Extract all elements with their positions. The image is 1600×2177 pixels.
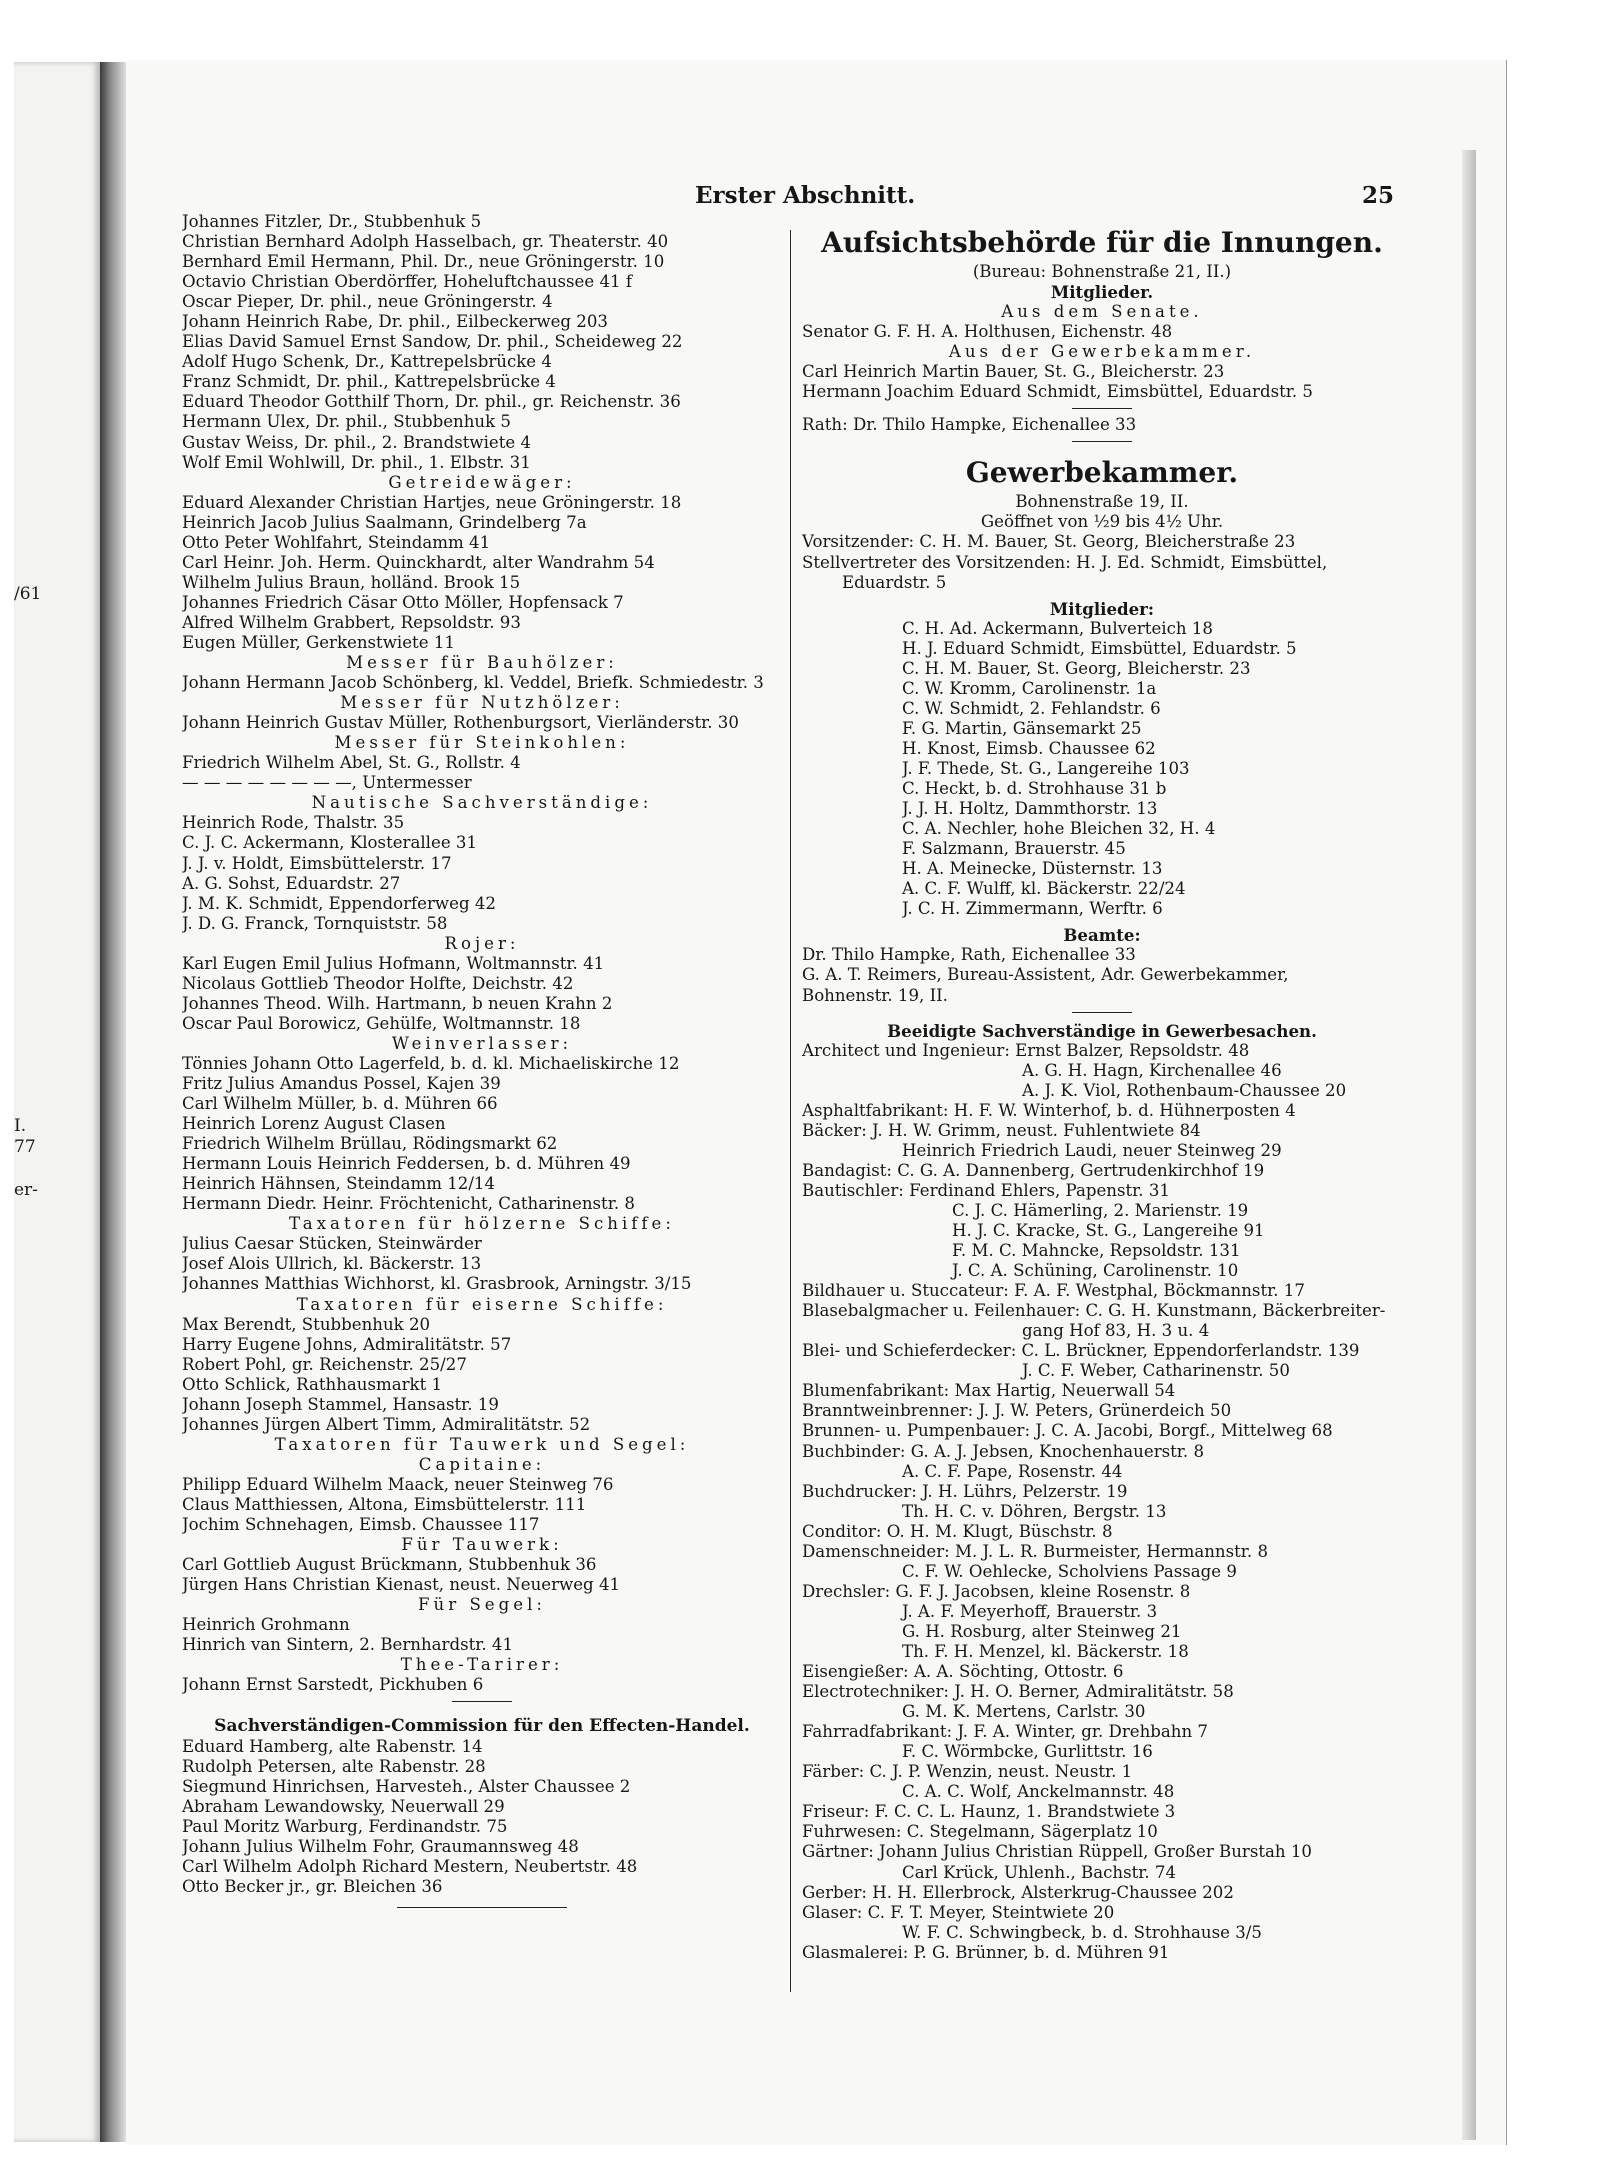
entries-group	[182, 212, 782, 473]
entry-line: Nicolaus Gottlieb Theodor Holfte, Deichstr. 42	[182, 973, 574, 993]
trade-entry: Bildhauer u. Stuccateur: F. A. F. Westphal, Böckmannstr. 17	[802, 1281, 1305, 1301]
trade-entry: J. C. F. Weber, Catharinenstr. 50	[1022, 1361, 1290, 1381]
entries-group	[802, 619, 1402, 920]
section-heading: Weinverlasser:	[391, 1033, 573, 1053]
trade-entry: Branntweinbrenner: J. J. W. Peters, Grünerdeich 50	[802, 1401, 1232, 1421]
trade-entry: Conditor: O. H. M. Klugt, Büschstr. 8	[802, 1521, 1113, 1541]
rule	[397, 1907, 567, 1908]
entry-line: C. W. Schmidt, 2. Fehlandstr. 6	[902, 698, 1161, 718]
entry-line: J. J. H. Holtz, Dammthorstr. 13	[902, 799, 1158, 819]
prev-page-fragment: er-	[14, 1180, 38, 1200]
entry-line: C. H. Ad. Ackermann, Bulverteich 18	[902, 618, 1213, 638]
entry-line: Johannes Matthias Wichhorst, kl. Grasbrook, Arningstr. 3/15	[182, 1274, 692, 1294]
entries-group	[182, 1054, 782, 1214]
page-edge	[1462, 150, 1476, 2140]
section-heading: Getreidewäger:	[388, 472, 576, 492]
left-column	[182, 212, 782, 1914]
trade-entry: gang Hof 83, H. 3 u. 4	[1022, 1321, 1210, 1341]
section-heading: Rojer:	[444, 933, 520, 953]
trade-entry: Eisengießer: A. A. Söchting, Ottostr. 6	[802, 1662, 1124, 1682]
trade-entry: C. A. C. Wolf, Anckelmannstr. 48	[902, 1782, 1175, 1802]
trade-entry: F. M. C. Mahncke, Repsoldstr. 131	[952, 1241, 1241, 1261]
entry-line: Johann Hermann Jacob Schönberg, kl. Veddel, Briefk. Schmiedestr. 3	[182, 673, 764, 693]
entry-line: Otto Becker jr., gr. Bleichen 36	[182, 1876, 443, 1896]
entry-line: Franz Schmidt, Dr. phil., Kattrepelsbrücke 4	[182, 372, 556, 392]
entry-line: Elias David Samuel Ernst Sandow, Dr. phil., Scheideweg 22	[182, 332, 683, 352]
entry-line: F. G. Martin, Gänsemarkt 25	[902, 718, 1142, 738]
trade-entry: Glaser: C. F. T. Meyer, Steintwiete 20	[802, 1902, 1115, 1922]
entry-line: C. A. Nechler, hohe Bleichen 32, H. 4	[902, 819, 1216, 839]
subheading: Aus der Gewerbekammer.	[948, 342, 1256, 362]
entry-line: J. C. H. Zimmermann, Werftr. 6	[902, 899, 1163, 919]
trade-entry: J. C. A. Schüning, Carolinenstr. 10	[952, 1261, 1239, 1281]
trade-entry: J. A. F. Meyerhoff, Brauerstr. 3	[902, 1601, 1158, 1621]
trade-entry: Gerber: H. H. Ellerbrock, Alsterkrug-Chaussee 202	[802, 1882, 1234, 1902]
trade-entry: Brunnen- u. Pumpenbauer: J. C. A. Jacobi, Borgf., Mittelweg 68	[802, 1421, 1333, 1441]
trade-entry: Carl Krück, Uhlenh., Bachstr. 74	[902, 1862, 1177, 1882]
trade-entry: Buchbinder: G. A. J. Jebsen, Knochenhauerstr. 8	[802, 1441, 1205, 1461]
entry-line: Johannes Fitzler, Dr., Stubbenhuk 5	[182, 212, 482, 231]
subheading: Beamte:	[1063, 925, 1141, 946]
entry-line: C. H. M. Bauer, St. Georg, Bleicherstr. 23	[902, 658, 1251, 678]
trade-entry: A. C. F. Pape, Rosenstr. 44	[902, 1461, 1123, 1481]
trade-entry: Th. H. C. v. Döhren, Bergstr. 13	[902, 1501, 1167, 1521]
entries-group	[182, 493, 782, 653]
section-title: Sachverständigen-Commission für den Effecten-Handel.	[214, 1716, 750, 1737]
trade-entry: G. H. Rosburg, alter Steinweg 21	[902, 1621, 1182, 1641]
trade-entry: Blei- und Schieferdecker: C. L. Brückner, Eppendorferlandstr. 139	[802, 1341, 1360, 1361]
trade-entry: Fuhrwesen: C. Stegelmann, Sägerplatz 10	[802, 1822, 1158, 1842]
entry-line: Wilhelm Julius Braun, holländ. Brook 15	[182, 572, 521, 592]
section-heading: Messer für Nutzhölzer:	[340, 693, 624, 713]
entry-line: Friedrich Wilhelm Abel, St. G., Rollstr. 4	[182, 753, 521, 773]
entry-line: Dr. Thilo Hampke, Rath, Eichenallee 33	[802, 945, 1136, 965]
trade-entry: H. J. C. Kracke, St. G., Langereihe 91	[952, 1221, 1265, 1241]
section-heading: Taxatoren für hölzerne Schiffe:	[289, 1214, 675, 1234]
trade-entry: Th. F. H. Menzel, kl. Bäckerstr. 18	[902, 1642, 1189, 1661]
entry-line: Fritz Julius Amandus Possel, Kajen 39	[182, 1074, 501, 1094]
entry-line: Bernhard Emil Hermann, Phil. Dr., neue Gröningerstr. 10	[182, 252, 665, 272]
entry-line: Oscar Paul Borowicz, Gehülfe, Woltmannstr. 18	[182, 1013, 581, 1033]
rule	[452, 1701, 512, 1702]
entry-line: Carl Heinrich Martin Bauer, St. G., Bleicherstr. 23	[802, 362, 1225, 382]
entry-line: Oscar Pieper, Dr. phil., neue Gröningerstr. 4	[182, 292, 553, 312]
trade-entry: Heinrich Friedrich Laudi, neuer Steinweg 29	[902, 1140, 1282, 1160]
trade-entry: Buchdrucker: J. H. Lührs, Pelzerstr. 19	[802, 1481, 1128, 1501]
entry-line: H. A. Meinecke, Düsternstr. 13	[902, 859, 1163, 879]
entry-line: Johann Julius Wilhelm Fohr, Graumannsweg 48	[182, 1836, 579, 1856]
entry-line: Johann Joseph Stammel, Hansastr. 19	[182, 1394, 499, 1414]
entry-line: H. Knost, Eimsb. Chaussee 62	[902, 738, 1156, 758]
entry-line: Rudolph Petersen, alte Rabenstr. 28	[182, 1756, 486, 1776]
entries-group	[802, 945, 1402, 1005]
section-heading: Capitaine:	[418, 1454, 546, 1474]
entry-line: A. C. F. Wulff, kl. Bäckerstr. 22/24	[902, 879, 1186, 899]
subheading: Mitglieder:	[1049, 598, 1155, 619]
trade-entry: Bandagist: C. G. A. Dannenberg, Gertrudenkirchhof 19	[802, 1160, 1265, 1180]
entry-line: C. J. C. Ackermann, Klosterallee 31	[182, 833, 478, 853]
entry-line: Gustav Weiss, Dr. phil., 2. Brandstwiete 4	[182, 432, 532, 452]
entry-line: G. A. T. Reimers, Bureau-Assistent, Adr. Gewerbekammer,	[802, 965, 1289, 985]
previous-page-edge	[14, 62, 102, 2142]
entry-line: Hermann Louis Heinrich Feddersen, b. d. Mühren 49	[182, 1154, 631, 1174]
trade-entry: A. J. K. Viol, Rothenbaum-Chaussee 20	[1022, 1080, 1347, 1100]
entry-line: Carl Wilhelm Adolph Richard Mestern, Neubertstr. 48	[182, 1856, 638, 1876]
entry-line: Heinrich Jacob Julius Saalmann, Grindelberg 7a	[182, 512, 587, 532]
entry-line: Harry Eugene Johns, Admiralitätstr. 57	[182, 1334, 512, 1354]
entry-line: Julius Caesar Stücken, Steinwärder	[182, 1234, 482, 1254]
trade-entry: Gärtner: Johann Julius Christian Rüppell, Großer Burstah 10	[802, 1842, 1312, 1862]
entry-line: H. J. Eduard Schmidt, Eimsbüttel, Eduardstr. 5	[902, 638, 1297, 658]
entries-group	[802, 362, 1402, 402]
entries-group	[182, 813, 782, 933]
entry-line: Heinrich Hähnsen, Steindamm 12/14	[182, 1174, 496, 1194]
entry-line: Hinrich van Sintern, 2. Bernhardstr. 41	[182, 1635, 514, 1655]
entry-line: Wolf Emil Wohlwill, Dr. phil., 1. Elbstr. 31	[182, 452, 531, 472]
trade-entry: C. J. C. Hämerling, 2. Marienstr. 19	[952, 1200, 1249, 1220]
entry-line: J. M. K. Schmidt, Eppendorferweg 42	[182, 893, 496, 913]
trade-entry: Blumenfabrikant: Max Hartig, Neuerwall 54	[802, 1381, 1176, 1401]
entry-line: Claus Matthiessen, Altona, Eimsbüttelerstr. 111	[182, 1495, 587, 1514]
entry-line: C. Heckt, b. d. Strohhause 31 b	[902, 779, 1167, 799]
entries-group	[182, 1555, 782, 1595]
entry-line: Eugen Müller, Gerkenstwiete 11	[182, 632, 455, 652]
trade-entry: Damenschneider: M. J. L. R. Burmeister, Hermannstr. 8	[802, 1541, 1269, 1561]
section-heading: Messer für Bauhölzer:	[346, 653, 618, 673]
section-heading: Taxatoren für eiserne Schiffe:	[296, 1294, 668, 1314]
subheading: Aus dem Senate.	[1001, 302, 1203, 322]
trade-entry: Glasmalerei: P. G. Brünner, b. d. Mühren 91	[802, 1942, 1170, 1962]
entry-line: Abraham Lewandowsky, Neuerwall 29	[182, 1796, 505, 1816]
entry-line: Christian Bernhard Adolph Hasselbach, gr. Theaterstr. 40	[182, 232, 669, 252]
prev-page-fragment: /61	[14, 584, 42, 604]
book-gutter	[100, 62, 126, 2142]
entry-line: Johann Heinrich Gustav Müller, Rothenburgsort, Vierländerstr. 30	[182, 713, 739, 733]
entry-line: Stellvertreter des Vorsitzenden: H. J. Ed. Schmidt, Eimsbüttel,	[802, 552, 1328, 572]
entry-line: Heinrich Rode, Thalstr. 35	[182, 813, 405, 833]
entry-line: Hermann Diedr. Heinr. Fröchtenicht, Catharinenstr. 8	[182, 1194, 635, 1214]
entry-line: Johannes Jürgen Albert Timm, Admiralitätstr. 52	[182, 1414, 591, 1434]
entry-line: Jürgen Hans Christian Kienast, neust. Neuerweg 41	[182, 1575, 621, 1595]
section-header: Erster Abschnitt.	[695, 182, 916, 209]
entry-line: Siegmund Hinrichsen, Harvestеh., Alster Chaussee 2	[182, 1776, 631, 1796]
section-title: Beeidigte Sachverständige in Gewerbesachen.	[887, 1020, 1317, 1041]
entry-line: J. D. G. Franck, Tornquiststr. 58	[182, 913, 448, 933]
entry-line: Hermann Ulex, Dr. phil., Stubbenhuk 5	[182, 412, 511, 432]
entry-line: Octavio Christian Oberdörffer, Hoheluftchaussee 41 f	[182, 272, 632, 292]
section-heading: Thee-Tarirer:	[400, 1655, 564, 1675]
entry-line: Tönnies Johann Otto Lagerfeld, b. d. kl. Michaeliskirche 12	[182, 1053, 680, 1073]
column-divider	[790, 230, 791, 1992]
page-number: 25	[1362, 182, 1395, 209]
entry-line: Heinrich Lorenz August Clasen	[182, 1114, 446, 1134]
rule	[1072, 1012, 1132, 1013]
entry-line: Rath: Dr. Thilo Hampke, Eichenallee 33	[802, 415, 1137, 435]
trade-entry: Färber: C. J. P. Wenzin, neust. Neustr. 1	[802, 1762, 1133, 1782]
entry-line: J. F. Thede, St. G., Langereihe 103	[902, 758, 1190, 778]
subheading: Mitglieder.	[1050, 282, 1154, 303]
hours-line: Geöffnet von ½9 bis 4½ Uhr.	[980, 512, 1224, 532]
entry-line: Johannes Theod. Wilh. Hartmann, b neuen Krahn 2	[182, 993, 613, 1013]
entry-line: Bohnenstr. 19, II.	[802, 985, 948, 1005]
trade-entry: Architect und Ingenieur: Ernst Balzer, Repsoldstr. 48	[802, 1040, 1250, 1060]
section-heading: Nautische Sachverständige:	[311, 793, 653, 813]
rule	[1072, 408, 1132, 409]
entry-line: Johann Heinrich Rabe, Dr. phil., Eilbeckerweg 203	[182, 312, 608, 332]
prev-page-fragment: I.	[14, 1116, 27, 1136]
entry-line: Paul Moritz Warburg, Ferdinandstr. 75	[182, 1816, 508, 1836]
section-heading: Für Tauwerk:	[401, 1535, 563, 1555]
section-heading: Für Segel:	[418, 1595, 546, 1615]
entry-line: Robert Pohl, gr. Reichenstr. 25/27	[182, 1354, 467, 1374]
bureau-line: (Bureau: Bohnenstraße 21, II.)	[972, 262, 1232, 281]
trade-entry: W. F. C. Schwingbeck, b. d. Strohhause 3/5	[902, 1922, 1262, 1942]
section-heading: Messer für Steinkohlen:	[334, 733, 630, 753]
entry-line: Adolf Hugo Schenk, Dr., Kattrepelsbrücke 4	[182, 352, 552, 372]
entry-line: Johannes Friedrich Cäsar Otto Möller, Hopfensack 7	[182, 592, 624, 612]
entry-line: J. J. v. Holdt, Eimsbüttelerstr. 17	[182, 853, 452, 873]
entry-line: Otto Schlick, Rathhausmarkt 1	[182, 1374, 443, 1394]
rule	[1072, 441, 1132, 442]
trade-entry: Bautischler: Ferdinand Ehlers, Papenstr. 31	[802, 1180, 1170, 1200]
trade-entry: Bäcker: J. H. W. Grimm, neust. Fuhlentwiete 84	[802, 1120, 1201, 1140]
trade-entry: C. F. W. Oehlecke, Scholviens Passage 9	[902, 1561, 1237, 1581]
address-line: Bohnenstraße 19, II.	[1015, 492, 1189, 512]
entry-line: F. Salzmann, Brauerstr. 45	[902, 839, 1126, 859]
entry-line: Philipp Eduard Wilhelm Maack, neuer Steinweg 76	[182, 1474, 614, 1494]
trade-entry: F. C. Wörmbcke, Gurlittstr. 16	[902, 1742, 1153, 1762]
entries-group	[182, 1475, 782, 1535]
trade-entry: G. M. K. Mertens, Carlstr. 30	[902, 1702, 1146, 1722]
entry-line: Johann Ernst Sarstedt, Pickhuben 6	[182, 1675, 484, 1695]
entry-line: Heinrich Grohmann	[182, 1615, 350, 1635]
entry-line: Alfred Wilhelm Grabbert, Repsoldstr. 93	[182, 612, 521, 632]
entry-line: Friedrich Wilhelm Brüllau, Rödingsmarkt 62	[182, 1134, 558, 1154]
entry-line: Hermann Joachim Eduard Schmidt, Eimsbüttel, Eduardstr. 5	[802, 382, 1313, 402]
trade-entry: Fahrradfabrikant: J. F. A. Winter, gr. Drehbahn 7	[802, 1722, 1208, 1742]
entry-line: Vorsitzender: C. H. M. Bauer, St. Georg, Bleicherstraße 23	[802, 532, 1296, 552]
entry-line: Eduard Theodor Gotthilf Thorn, Dr. phil., gr. Reichenstr. 36	[182, 392, 681, 412]
entry-line: A. G. Sohst, Eduardstr. 27	[182, 873, 401, 893]
entry-line: Eduardstr. 5	[842, 572, 947, 592]
entry-line: Max Berendt, Stubbenhuk 20	[182, 1314, 431, 1334]
entry-line: — — — — — — — —, Untermesser	[182, 773, 472, 793]
entry-line: Eduard Alexander Christian Hartjes, neue Gröningerstr. 18	[182, 492, 682, 512]
trade-entry: A. G. H. Hagn, Kirchenallee 46	[1022, 1060, 1282, 1080]
entry-line: Otto Peter Wohlfahrt, Steindamm 41	[182, 532, 491, 552]
right-column	[802, 220, 1402, 1963]
trade-entry: Asphaltfabrikant: H. F. W. Winterhof, b. d. Hühnerposten 4	[802, 1100, 1296, 1120]
trade-entry: Electrotechniker: J. H. O. Berner, Admiralitätstr. 58	[802, 1682, 1234, 1702]
section-title: Gewerbekammer.	[965, 456, 1239, 490]
entry-line: Karl Eugen Emil Julius Hofmann, Woltmannstr. 41	[182, 953, 605, 973]
entry-line: Carl Wilhelm Müller, b. d. Mühren 66	[182, 1094, 498, 1114]
entry-line: Josef Alois Ullrich, kl. Bäckerstr. 13	[182, 1254, 482, 1274]
entry-line: Carl Heinr. Joh. Herm. Quinckhardt, alter Wandrahm 54	[182, 552, 655, 572]
section-heading: Taxatoren für Tauwerk und Segel:	[274, 1434, 690, 1454]
prev-page-fragment: 77	[14, 1137, 36, 1157]
entry-line: Carl Gottlieb August Brückmann, Stubbenhuk 36	[182, 1555, 597, 1575]
entry-line: Jochim Schnehagen, Eimsb. Chaussee 117	[182, 1515, 540, 1535]
trade-entry: Blasebalgmacher u. Feilenhauer: C. G. H. Kunstmann, Bäckerbreiter-	[802, 1301, 1386, 1321]
trade-entry: Drechsler: G. F. J. Jacobsen, kleine Rosenstr. 8	[802, 1581, 1191, 1601]
entry-line: Senator G. F. H. A. Holthusen, Eichenstr. 48	[802, 322, 1173, 342]
entry-line: C. W. Kromm, Carolinenstr. 1a	[902, 678, 1157, 698]
entries-group	[182, 1615, 782, 1655]
entries-group	[182, 1234, 782, 1294]
entry-line: Eduard Hamberg, alte Rabenstr. 14	[182, 1736, 483, 1756]
entries-group	[182, 954, 782, 1034]
trades-group	[802, 1041, 1402, 1963]
section-title: Aufsichtsbehörde für die Innungen.	[821, 226, 1383, 259]
entries-group	[182, 1315, 782, 1435]
trade-entry: Friseur: F. C. C. L. Haunz, 1. Brandstwiete 3	[802, 1802, 1176, 1822]
entries-group	[182, 1737, 782, 1897]
